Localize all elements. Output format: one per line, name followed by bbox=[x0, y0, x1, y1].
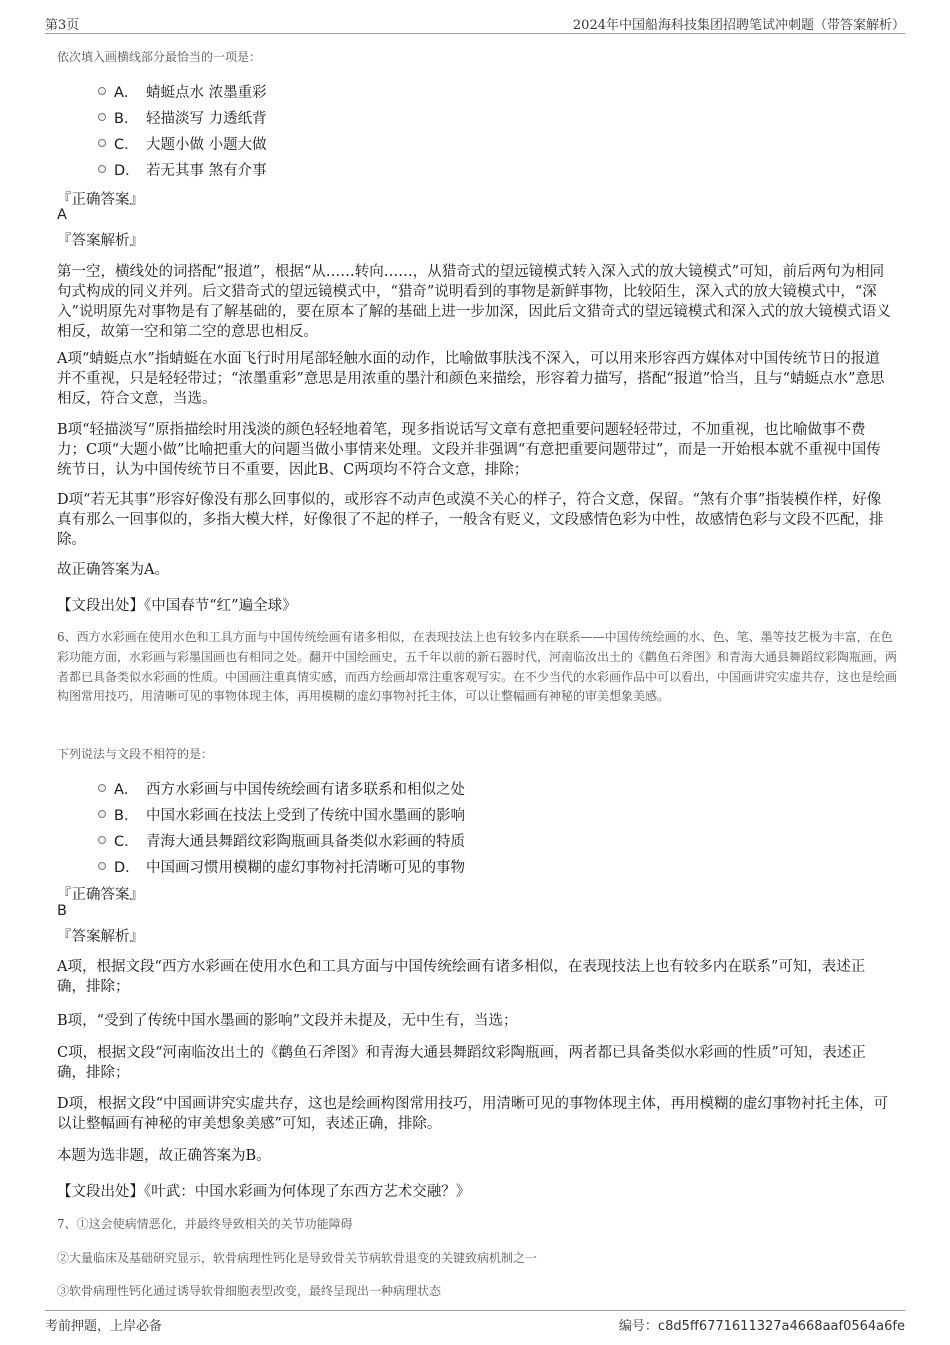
radio-icon[interactable] bbox=[98, 113, 106, 121]
q6-analysis-label: 『答案解析』 bbox=[57, 929, 144, 945]
page-number: 第3页 bbox=[45, 18, 80, 33]
q6-prompt: 下列说法与文段不相符的是： bbox=[57, 747, 214, 761]
radio-icon[interactable] bbox=[98, 784, 106, 792]
radio-icon[interactable] bbox=[98, 862, 106, 870]
q6-option-c[interactable]: C． 青海大通县舞蹈纹彩陶瓶画具备类似水彩画的特质 bbox=[98, 830, 465, 850]
radio-icon[interactable] bbox=[98, 810, 106, 818]
header-divider bbox=[45, 33, 905, 34]
document-title: 2024年中国船海科技集团招聘笔试冲刺题（带答案解析） bbox=[572, 18, 905, 33]
radio-icon[interactable] bbox=[98, 139, 106, 147]
code-label: 编号： bbox=[618, 1319, 658, 1334]
q6-analysis-para: D项，根据文段“中国画讲究实虚共存，这也是绘画构图常用技巧，用清晰可见的事物体现主体，再用模糊的虚幻事物衬托主体，可以让整幅画有神秘的审美想象美感”可知，表述正确，排除。 bbox=[57, 1096, 889, 1132]
q6-passage: 6、西方水彩画在使用水色和工具方面与中国传统绘画有诸多相似，在表现技法上也有较多内在联系——中国传统绘画的水、色、笔、墨等技艺极为丰富，在色彩功能方面，水彩画与彩墨国画也有相同之处。翻开中国绘画史，五千年以前的新石器时代，河南临汝出土的《鹳鱼石斧图》和青海大通县舞蹈纹彩陶瓶画，两者都已具备类似水彩画的性质。中国画注重真情实感，而西方绘画却常注重客观写实。在不少当代的水彩画作品中可以看出，中国画讲究实虚共存，这也是绘画构图常用技巧，用清晰可见的事物体现主体，再用模糊的虚幻事物衬托主体，可以让整幅画有神秘的审美想象美感。 bbox=[57, 630, 898, 704]
q5-option-b[interactable]: B． 轻描淡写 力透纸背 bbox=[98, 107, 267, 127]
q7-line: ③软骨病理性钙化通过诱导软骨细胞表型改变，最终呈现出一种病理状态 bbox=[57, 1284, 442, 1298]
q5-analysis-para: D项“若无其事”形容好像没有那么回事似的，或形容不动声色或漠不关心的样子，符合文意，保留。“煞有介事”指装模作样，好像真有那么一回事似的，多指大模大样，好像很了不起的样子，一般含有贬义，文段感情色彩为中性，故感情色彩与文段不匹配，排除。 bbox=[57, 492, 884, 548]
q6-answer-label: 『正确答案』 bbox=[57, 887, 144, 903]
q6-option-d[interactable]: D． 中国画习惯用模糊的虚幻事物衬托清晰可见的事物 bbox=[98, 856, 465, 876]
footer-slogan: 考前押题，上岸必备 bbox=[45, 1319, 163, 1334]
q6-analysis-para: A项，根据文段“西方水彩画在使用水色和工具方面与中国传统绘画有诸多相似，在表现技法上也有较多内在联系”可知，表述正确，排除； bbox=[57, 959, 866, 995]
q6-source: 【文段出处】《叶武：中国水彩画为何体现了东西方艺术交融？》 bbox=[57, 1184, 471, 1200]
q5-option-c[interactable]: C． 大题小做 小题大做 bbox=[98, 133, 267, 153]
q6-option-b[interactable]: B． 中国水彩画在技法上受到了传统中国水墨画的影响 bbox=[98, 804, 465, 824]
q5-analysis-para: 第一空，横线处的词搭配“报道”，根据“从……转向……，从猎奇式的望远镜模式转入深入式的放大镜模式”可知，前后两句为相同句式构成的同义并列。后文猎奇式的望远镜模式中，“猎奇”说明看到的事物是新鲜事物，比较陌生，深入式的放大镜模式中，“深入”说明原先对事物是有了解基础的，要在原本了解的基础上进一步加深，因此后文猎奇式的望远镜模式和深入式的放大镜模式语义相反，故第一空和第二空的意思也相反。 bbox=[57, 264, 891, 340]
footer-code bbox=[619, 1315, 905, 1334]
q5-prompt: 依次填入画横线部分最恰当的一项是： bbox=[57, 50, 262, 64]
footer-divider bbox=[45, 1310, 905, 1311]
q7-line: 7、①这会使病情恶化，并最终导致相关的关节功能障碍 bbox=[57, 1217, 353, 1231]
q6-analysis-para: C项，根据文段“河南临汝出土的《鹳鱼石斧图》和青海大通县舞蹈纹彩陶瓶画，两者都已具备类似水彩画的性质”可知，表述正确，排除； bbox=[57, 1045, 866, 1081]
q6-conclusion: 本题为选非题，故正确答案为B。 bbox=[57, 1148, 271, 1164]
q5-answer: A bbox=[57, 207, 67, 223]
q5-conclusion: 故正确答案为A。 bbox=[57, 562, 169, 578]
q5-option-d[interactable]: D． 若无其事 煞有介事 bbox=[98, 159, 267, 179]
q6-answer: B bbox=[57, 903, 67, 919]
code-value: c8d5ff6771611327a4668aaf0564a6fe bbox=[657, 1319, 905, 1334]
q5-analysis-para: A项“蜻蜓点水”指蜻蜓在水面飞行时用尾部轻触水面的动作，比喻做事肤浅不深入，可以用来形容西方媒体对中国传统节日的报道并不重视，只是轻轻带过；“浓墨重彩”意思是用浓重的墨汁和颜色来描绘，形容着力描写，搭配“报道”恰当，且与“蜻蜓点水”意思相反，符合文意，当选。 bbox=[57, 351, 885, 407]
q5-answer-label: 『正确答案』 bbox=[57, 192, 144, 208]
q5-analysis-para: B项“轻描淡写”原指描绘时用浅淡的颜色轻轻地着笔，现多指说话写文章有意把重要问题轻轻带过，不加重视，也比喻做事不费力；C项“大题小做”比喻把重大的问题当做小事情来处理。文段并非强调“有意把重要问题带过”，而是一开始根本就不重视中国传统节日，认为中国传统节日不重要，因此B、C两项均不符合文意，排除； bbox=[57, 422, 881, 478]
q5-source: 【文段出处】《中国春节“红”遍全球》 bbox=[57, 598, 297, 614]
q7-line: ②大量临床及基础研究显示，软骨病理性钙化是导致骨关节病软骨退变的关键致病机制之一 bbox=[57, 1251, 538, 1265]
q6-analysis-para: B项，“受到了传统中国水墨画的影响”文段并未提及，无中生有，当选； bbox=[57, 1013, 518, 1029]
radio-icon[interactable] bbox=[98, 87, 106, 95]
q5-analysis-label: 『答案解析』 bbox=[57, 233, 144, 249]
q6-option-a[interactable]: A． 西方水彩画与中国传统绘画有诸多联系和相似之处 bbox=[98, 778, 465, 798]
radio-icon[interactable] bbox=[98, 836, 106, 844]
q5-option-a[interactable]: A． 蜻蜓点水 浓墨重彩 bbox=[98, 81, 267, 101]
radio-icon[interactable] bbox=[98, 165, 106, 173]
